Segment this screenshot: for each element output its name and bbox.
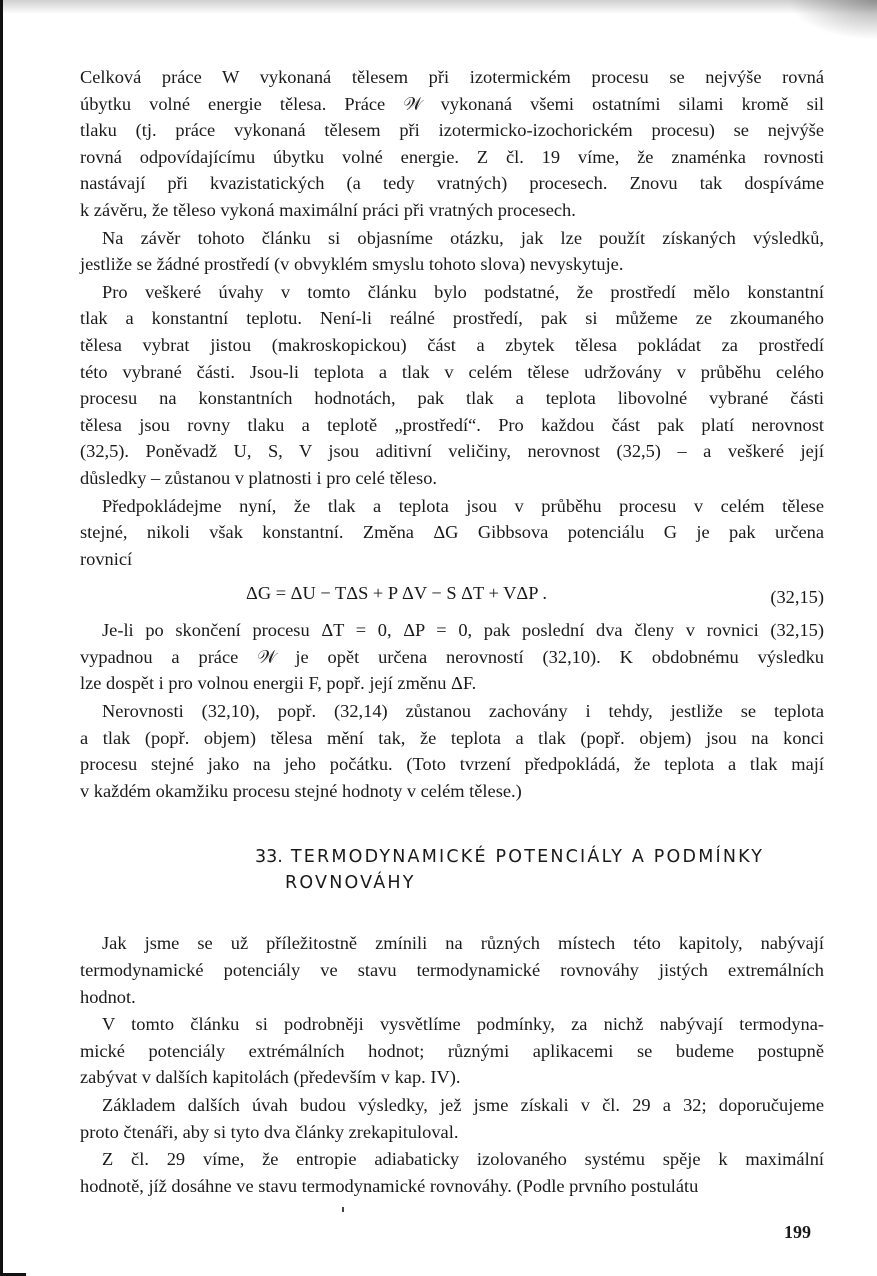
text-line: Nerovnosti (32,10), popř. (32,14) zůstanou zachovány i tehdy, jestliže se teplota [102, 701, 824, 722]
text-line: hodnot. [80, 986, 136, 1007]
text-line: zabývat v dalších kapitolách (především v kap. IV). [80, 1067, 461, 1088]
text-line: rovnicí [80, 548, 133, 569]
section-title-line2: ROVNOVÁHY [285, 873, 416, 894]
text-line: této vybrané části. Jsou-li teplota a tlak v celém tělese udržovány v průběhu celého [80, 361, 824, 382]
text-line: Pro veškeré úvahy v tomto článku bylo podstatné, že prostředí mělo konstantní [102, 281, 824, 302]
paragraph [80, 930, 824, 1010]
text-line: Z čl. 29 víme, že entropie adiabaticky izolovaného systému spěje k maximální [102, 1149, 824, 1170]
text-line: vypadnou a práce 𝒲 je opět určena nerovností (32,10). K obdobnému výsledku [80, 646, 824, 667]
text-line: tlak a konstantní teplotu. Není-li reálné prostředí, pak si můžeme ze zkoumaného [80, 308, 824, 329]
scan-left-border [0, 0, 3, 1276]
text-line: tělesa vybrat jistou (makroskopickou) část a zbytek tělesa pokládat za prostředí [80, 334, 824, 355]
text-line: úbytku volné energie tělesa. Práce 𝒲 vykonaná všemi ostatními silami kromě sil [80, 93, 824, 114]
paragraph [80, 64, 824, 224]
section-title-line1: TERMODYNAMICKÉ POTENCIÁLY A PODMÍNKY [290, 847, 765, 868]
paragraph [80, 1011, 824, 1091]
text-line: tělesa jsou rovny tlaku a teplotě „prostředí“. Pro každou část pak platí nerovnost [80, 414, 824, 435]
text-line: hodnotě, jíž dosáhne ve stavu termodynamické rovnováhy. (Podle prvního postulátu [80, 1175, 699, 1196]
paragraph [80, 698, 824, 804]
paragraph [80, 279, 824, 492]
text-line: termodynamické potenciály ve stavu termodynamické rovnováhy jistých extremálních [80, 960, 824, 981]
text-line: k závěru, že těleso vykoná maximální práci při vratných procesech. [80, 199, 576, 220]
paragraph [80, 493, 824, 573]
text-line: v každém okamžiku procesu stejné hodnoty v celém tělese.) [80, 780, 522, 801]
text-block-section-33 [80, 930, 824, 1199]
text-line: rovná odpovídajícímu úbytku volné energie. Z čl. 19 víme, že znaménka rovnosti [80, 146, 824, 167]
equation-number: (32,15) [770, 587, 824, 608]
book-page [80, 64, 824, 1200]
text-line: nastávají při kvazistatických (a tedy vratných) procesech. Znovu tak dospíváme [80, 173, 824, 194]
text-line: Jak jsme se už příležitostně zmínili na různých místech této kapitoly, nabývají [102, 933, 824, 954]
scan-edge-shadow [0, 0, 877, 14]
text-line: procesu stejné jako na jeho počátku. (Toto tvrzení předpokládá, že teplota a tlak mají [80, 754, 824, 775]
text-line: jestliže se žádné prostředí (v obvyklém smyslu tohoto slova) nevyskytuje. [80, 254, 624, 275]
text-line: lze dospět i pro volnou energii F, popř. její změnu ΔF. [80, 673, 477, 694]
paragraph [80, 1092, 824, 1145]
text-line: Předpokládejme nyní, že tlak a teplota jsou v průběhu procesu v celém tělese [102, 495, 824, 516]
text-block-after-equation [80, 617, 824, 804]
text-line: Základem dalších úvah budou výsledky, jež jsme získali v čl. 29 a 32; doporučujeme [102, 1095, 824, 1115]
section-number: 33. [255, 847, 283, 868]
scan-speck [342, 1207, 344, 1212]
page-number: 199 [784, 1222, 811, 1242]
paragraph [80, 617, 824, 697]
text-line: proto čtenáři, aby si tyto dva články zrekapituloval. [80, 1121, 459, 1142]
text-line: stejné, nikoli však konstantní. Změna ΔG Gibbsova potenciálu G je pak určena [80, 522, 824, 543]
text-line: tlaku (tj. práce vykonaná tělesem při izotermicko-izochorickém procesu) se nejvýše [80, 120, 824, 141]
text-line: procesu na konstantních hodnotách, pak tlak a teplota libovolné vybrané části [80, 388, 824, 409]
text-line: V tomto článku si podrobněji vysvětlíme podmínky, za nichž nabývají termodyna- [102, 1014, 824, 1035]
equation-32-15 [80, 573, 824, 617]
text-line: Je-li po skončení procesu ΔT = 0, ΔP = 0, pak poslední dva členy v rovnici (32,15) [102, 620, 824, 641]
scan-corner-shadow [787, 0, 877, 40]
text-line: a tlak (popř. objem) tělesa mění tak, že teplota a tlak (popř. objem) jsou na konci [80, 727, 824, 748]
text-line: Celková práce W vykonaná tělesem při izotermickém procesu se nejvýše rovná [80, 67, 824, 87]
text-line: (32,5). Poněvadž U, S, V jsou aditivní veličiny, nerovnost (32,5) – a veškeré její [80, 441, 824, 462]
equation-body: ΔG = ΔU − TΔS + P ΔV − S ΔT + VΔP . [246, 583, 547, 604]
text-line: mické potenciály extrémálních hodnot; různými aplikacemi se budeme postupně [80, 1040, 824, 1061]
text-block-before-equation [80, 64, 824, 572]
text-line: Na závěr tohoto článku si objasníme otázku, jak lze použít získaných výsledků, [102, 227, 824, 248]
section-heading [255, 844, 824, 896]
paragraph [80, 1146, 824, 1199]
paragraph [80, 225, 824, 278]
text-line: důsledky – zůstanou v platnosti i pro celé těleso. [80, 467, 438, 488]
